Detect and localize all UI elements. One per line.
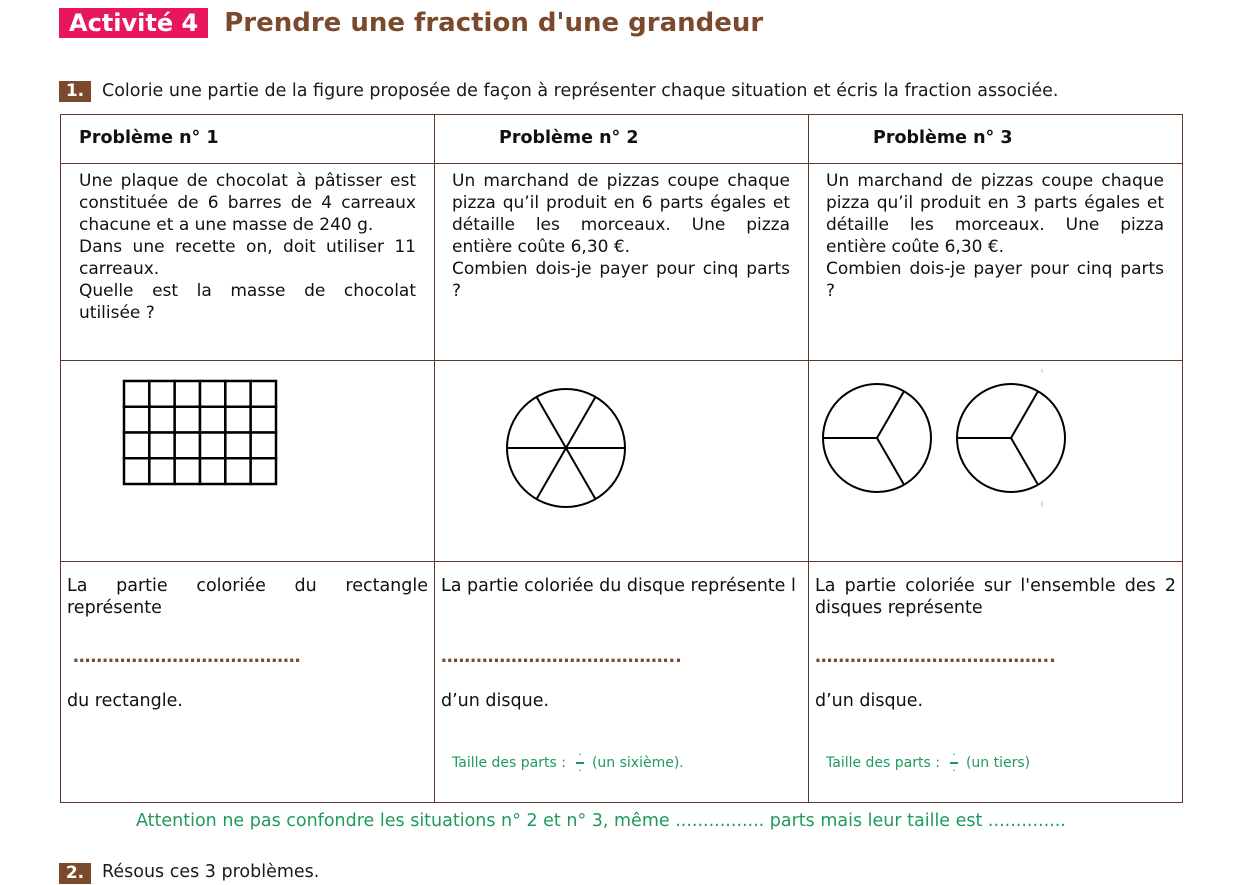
parts-size-2 — [452, 748, 684, 777]
problem-1-answer — [61, 562, 435, 803]
pizza-six-figure[interactable] — [435, 361, 809, 557]
chocolate-square[interactable] — [175, 433, 200, 459]
fraction-placeholder-2[interactable] — [576, 748, 584, 777]
question-2-text: Résous ces 3 problèmes. — [102, 862, 320, 882]
problem-1-line: Quelle est la masse de chocolat utilisée ? — [79, 281, 416, 323]
fraction-denominator: · — [952, 764, 956, 777]
attention-note: Attention ne pas confondre les situations n° 2 et n° 3, même ................ parts mais leur taille est .............. — [136, 811, 1066, 831]
answer-3-blank[interactable]: ………………………………….. — [815, 647, 1056, 667]
chocolate-square[interactable] — [251, 381, 276, 407]
chocolate-square[interactable] — [200, 458, 225, 484]
chocolate-square[interactable] — [251, 458, 276, 484]
fraction-numerator: · — [952, 748, 956, 761]
activity-badge: Activité 4 — [59, 8, 208, 38]
fraction-numerator: · — [578, 748, 582, 761]
chocolate-square[interactable] — [200, 407, 225, 433]
chocolate-square[interactable] — [251, 433, 276, 459]
chocolate-square[interactable] — [200, 433, 225, 459]
pizza-three-figure-cell — [809, 361, 1183, 562]
parts-size-2-note: (un sixième). — [591, 755, 684, 771]
chocolate-square[interactable] — [124, 407, 149, 433]
chocolate-square[interactable] — [200, 381, 225, 407]
chocolate-square[interactable] — [175, 458, 200, 484]
answer-1-lead: La partie coloriée du rectangle représente — [67, 576, 428, 618]
pizza-three-figure[interactable] — [809, 361, 1183, 557]
problem-2-line: Combien dois-je payer pour cinq parts ? — [452, 259, 790, 301]
chocolate-square[interactable] — [149, 458, 174, 484]
fraction-denominator: · — [578, 764, 582, 777]
problem-3-line: Combien dois-je payer pour cinq parts ? — [826, 259, 1164, 301]
problem-1-statement — [61, 164, 435, 361]
problem-2-answer — [435, 562, 809, 803]
chocolate-square[interactable] — [225, 458, 250, 484]
page-title: Prendre une fraction d'une grandeur — [224, 8, 764, 38]
chocolate-square[interactable] — [149, 433, 174, 459]
parts-size-2-label: Taille des parts : — [452, 755, 566, 771]
answer-1-blank[interactable]: ………………………………… — [73, 647, 301, 667]
parts-size-3 — [826, 748, 1031, 777]
chocolate-square[interactable] — [124, 458, 149, 484]
problem-2-statement — [435, 164, 809, 361]
problem-3-heading-cell — [809, 115, 1183, 164]
question-2-number: 2. — [59, 863, 91, 884]
problem-3-statement — [809, 164, 1183, 361]
problem-2-heading: Problème n° 2 — [499, 128, 639, 148]
answer-1-tail: du rectangle. — [67, 691, 183, 711]
problem-2-heading-cell — [435, 115, 809, 164]
problem-3-line: Un marchand de pizzas coupe chaque pizza qu’il produit en 3 parts égales et détaille les morceaux. Une pizza entière coûte 6,30 €. — [826, 171, 1164, 257]
activity-header — [59, 8, 763, 38]
problem-1-heading: Problème n° 1 — [79, 128, 219, 148]
answer-2-blank[interactable]: ………………………………….. — [441, 647, 682, 667]
problem-1-line: Une plaque de chocolat à pâtisser est constituée de 6 barres de 4 carreaux chacune et a une masse de 240 g. — [79, 171, 416, 235]
chocolate-square[interactable] — [149, 381, 174, 407]
chocolate-square[interactable] — [251, 407, 276, 433]
problem-3-answer — [809, 562, 1183, 803]
chocolate-square[interactable] — [225, 381, 250, 407]
parts-size-3-note: (un tiers) — [965, 755, 1031, 771]
chocolate-square[interactable] — [175, 407, 200, 433]
chocolate-square[interactable] — [225, 433, 250, 459]
fraction-placeholder-3[interactable] — [950, 748, 958, 777]
problem-1-line: Dans une recette on, doit utiliser 11 carreaux. — [79, 237, 416, 279]
question-1-number: 1. — [59, 81, 91, 102]
chocolate-grid-figure[interactable] — [61, 361, 435, 557]
problems-table — [60, 114, 1183, 803]
answer-3-tail: d’un disque. — [815, 691, 924, 711]
chocolate-square[interactable] — [149, 407, 174, 433]
pizza-six-figure-cell — [435, 361, 809, 562]
answer-3-lead: La partie coloriée sur l'ensemble des 2 disques représente — [815, 576, 1176, 618]
question-1-text: Colorie une partie de la figure proposée de façon à représenter chaque situation et écris la fraction associée. — [102, 81, 1059, 101]
chocolate-figure-cell — [61, 361, 435, 562]
answer-2-tail: d’un disque. — [441, 691, 550, 711]
chocolate-square[interactable] — [175, 381, 200, 407]
problem-2-line: Un marchand de pizzas coupe chaque pizza qu’il produit en 6 parts égales et détaille les morceaux. Une pizza entière coûte 6,30 €. — [452, 171, 790, 257]
chocolate-square[interactable] — [225, 407, 250, 433]
answer-2-lead: La partie coloriée du disque représente l — [441, 576, 796, 596]
chocolate-square[interactable] — [124, 433, 149, 459]
problem-1-heading-cell — [61, 115, 435, 164]
chocolate-square[interactable] — [124, 381, 149, 407]
parts-size-3-label: Taille des parts : — [826, 755, 940, 771]
problem-3-heading: Problème n° 3 — [873, 128, 1013, 148]
